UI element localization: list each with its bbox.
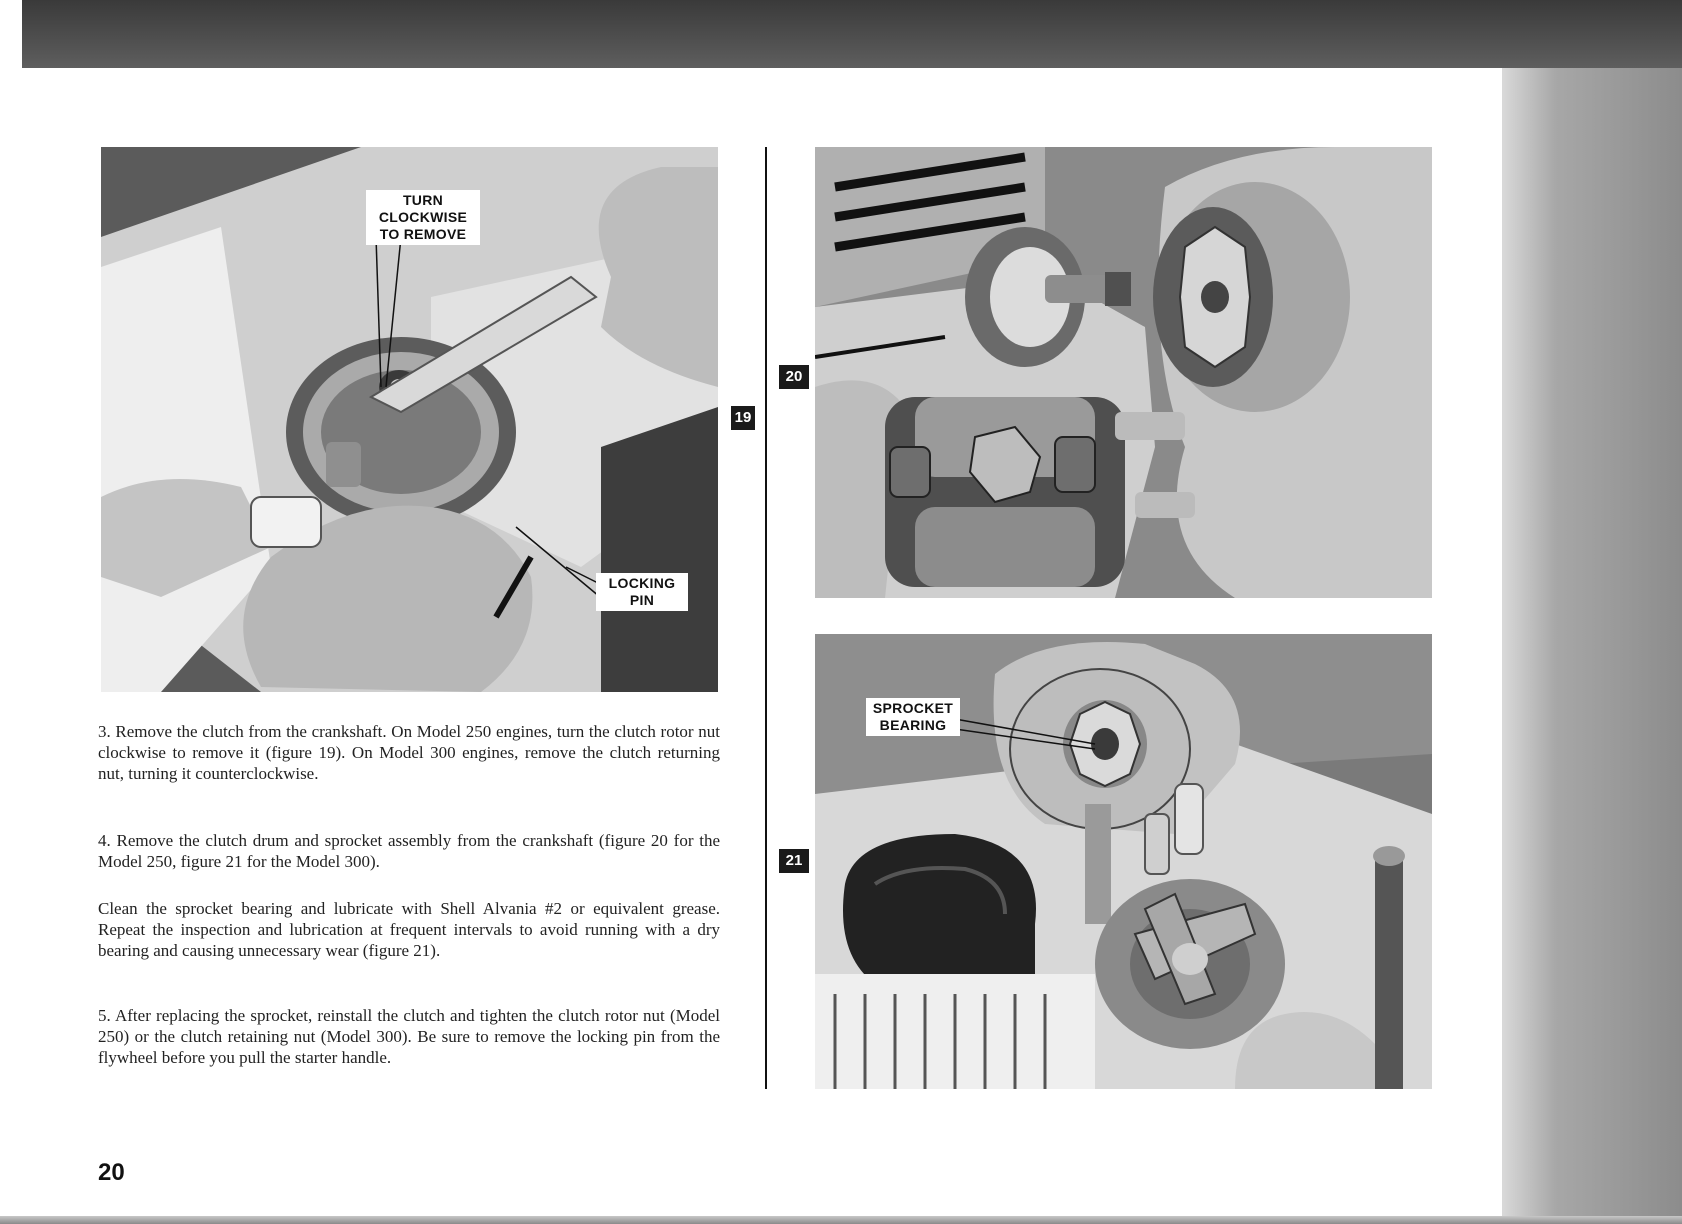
page-number: 20 <box>98 1159 125 1186</box>
callout-pin-line2: PIN <box>629 592 655 608</box>
callout-sprocket-line1: SPROCKET <box>872 700 954 716</box>
callout-turn-line1: TURN <box>402 192 444 208</box>
scan-right-border <box>1502 68 1682 1224</box>
figure-20-photo <box>815 147 1432 598</box>
paragraph-bearing-note-text: Clean the sprocket bearing and lubricate with Shell Alvania #2 or equivalent grease. Repeat the inspection and lubrication at frequent intervals to avoid running with a dry bearing and causing unnecessary wear (figure 21). <box>98 899 720 960</box>
callout-sprocket-bearing <box>866 698 960 736</box>
scan-top-border <box>0 0 1682 68</box>
paragraph-step-4 <box>98 830 720 872</box>
column-divider <box>765 147 767 1089</box>
scan-bottom-border <box>0 1216 1682 1224</box>
callout-sprocket-line2: BEARING <box>879 717 947 733</box>
callout-pin-line1: LOCKING <box>608 575 676 591</box>
scan-top-edge <box>0 0 22 70</box>
figure-21-tag: 21 <box>779 849 809 873</box>
callout-turn-line3: TO REMOVE <box>379 226 467 242</box>
paragraph-step-4-text: 4. Remove the clutch drum and sprocket assembly from the crankshaft (figure 20 for the Model 250, figure 21 for the Model 300). <box>98 831 720 871</box>
figure-19-tag: 19 <box>731 406 755 430</box>
paragraph-step-5 <box>98 1005 720 1068</box>
paragraph-step-5-text: 5. After replacing the sprocket, reinstall the clutch and tighten the clutch rotor nut (Model 250) or the clutch retaining nut (Model 300). Be sure to remove the locking pin from the flywheel before you pull the starter handle. <box>98 1006 720 1067</box>
paragraph-step-3 <box>98 721 720 784</box>
callout-turn-clockwise <box>366 190 480 245</box>
callout-turn-line2: CLOCKWISE <box>378 209 468 225</box>
paragraph-bearing-note <box>98 898 720 961</box>
paragraph-step-3-text: 3. Remove the clutch from the crankshaft. On Model 250 engines, turn the clutch rotor nut clockwise to remove it (figure 19). On Model 300 engines, remove the clutch returning nut, turning it counterclockwise. <box>98 722 720 783</box>
callout-locking-pin <box>596 573 688 611</box>
figure-20-tag: 20 <box>779 365 809 389</box>
